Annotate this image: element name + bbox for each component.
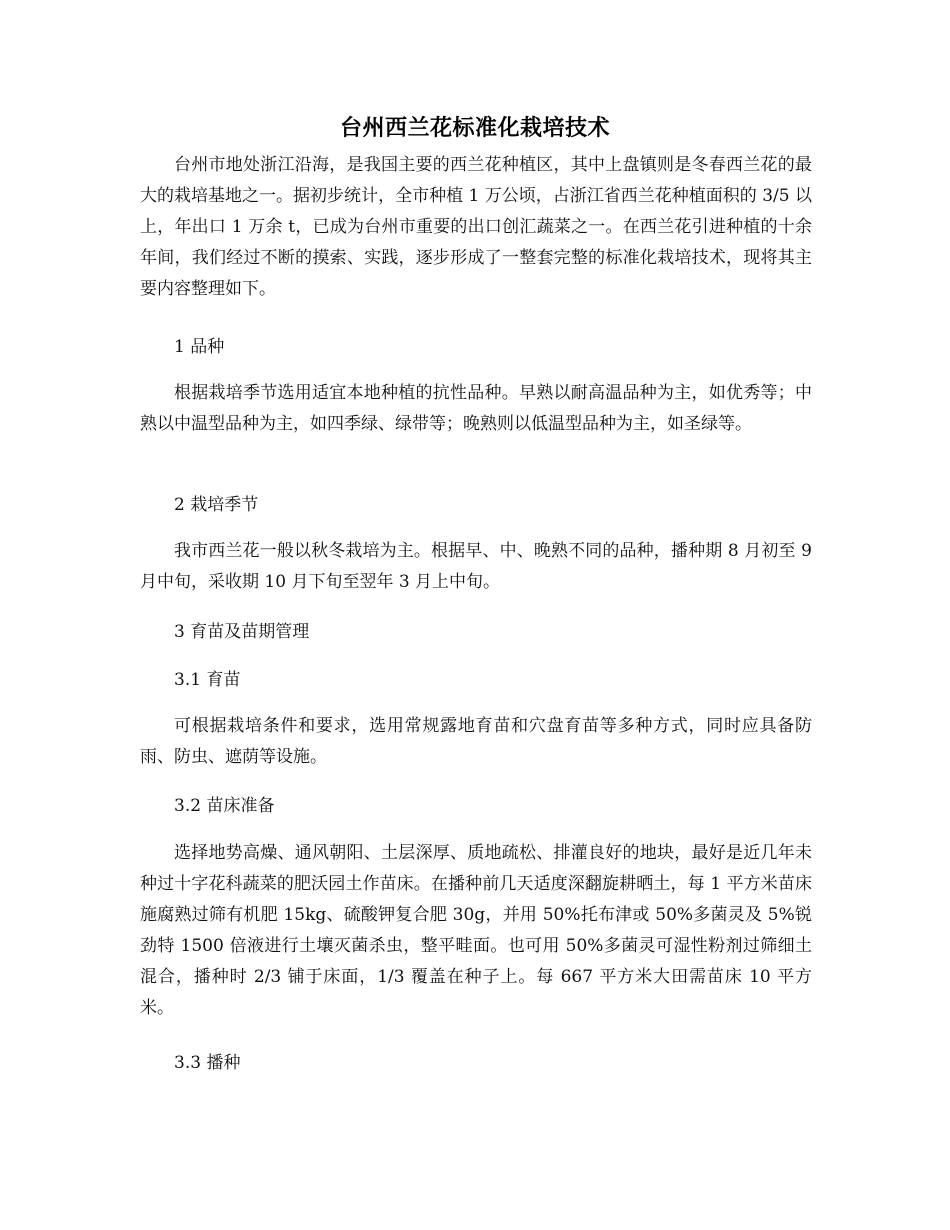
section-paragraph-seedbed: 选择地势高燥、通风朝阳、土层深厚、质地疏松、排灌良好的地块，最好是近几年未种过十字花科蔬菜的肥沃园土作苗床。在播种前几天适度深翻旋耕晒土，每 1 平方米苗床施腐熟过筛有机肥 15kg、硫酸钾复合肥 30g，并用 50%托布津或 50%多菌灵及 5%锐劲特 1500 倍液进行土壤灭菌杀虫，整平畦面。也可用 50%多菌灵可湿性粉剂过筛细土混合，播种时 2/3 铺于床面，1/3 覆盖在种子上。每 667 平方米大田需苗床 10 平方米。 [140, 843, 812, 1018]
section-heading-nursery: 3.1 育苗 [174, 670, 241, 690]
section-heading-seedling: 3 育苗及苗期管理 [174, 622, 310, 642]
section-paragraph-season: 我市西兰花一般以秋冬栽培为主。根据早、中、晚熟不同的品种，播种期 8 月初至 9 月中旬，采收期 10 月下旬至翌年 3 月上中旬。 [140, 541, 812, 592]
section-paragraph-varieties: 根据栽培季节选用适宜本地种植的抗性品种。早熟以耐高温品种为主，如优秀等；中熟以中温型品种为主，如四季绿、绿带等；晚熟则以低温型品种为主，如圣绿等。 [140, 383, 812, 434]
section-heading-varieties: 1 品种 [174, 337, 225, 357]
section-heading-seedbed: 3.2 苗床准备 [174, 796, 275, 816]
section-paragraph-nursery: 可根据栽培条件和要求，选用常规露地育苗和穴盘育苗等多种方式，同时应具备防雨、防虫、遮荫等设施。 [140, 716, 812, 767]
intro-paragraph: 台州市地处浙江沿海，是我国主要的西兰花种植区，其中上盘镇则是冬春西兰花的最大的栽培基地之一。据初步统计，全市种植 1 万公顷，占浙江省西兰花种植面积的 3/5 以上，年出口 1 万余 t，已成为台州市重要的出口创汇蔬菜之一。在西兰花引进种植的十余年间，我们经过不断的摸索、实践，逐步形成了一整套完整的标准化栽培技术，现将其主要内容整理如下。 [140, 155, 812, 299]
document-title: 台州西兰花标准化栽培技术 [339, 115, 610, 141]
section-heading-sowing: 3.3 播种 [174, 1053, 241, 1073]
section-heading-season: 2 栽培季节 [174, 495, 259, 515]
